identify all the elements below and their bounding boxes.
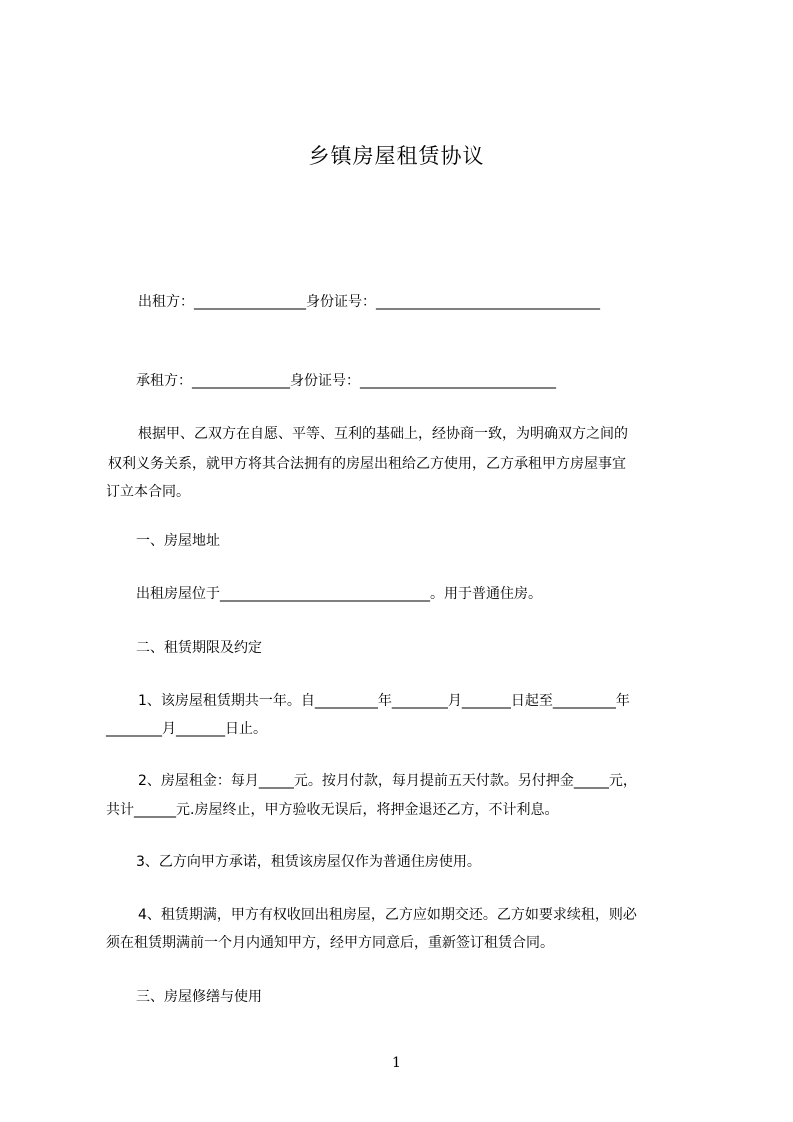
clause-3: 3、乙方向甲方承诺，租赁该房屋仅作为普通住房使用。 (136, 854, 481, 870)
clause-1-line-1: 1、该房屋租赁期共一年。自_________年________月_______日起至_________年 (138, 693, 630, 709)
section-heading-lease-term: 二、租赁期限及约定 (136, 640, 262, 656)
lessor-line: 出租方：________________身份证号：________________________________ (138, 294, 600, 310)
preamble-line-1: 根据甲、乙双方在自愿、平等、互利的基础上，经协商一致，为明确双方之间的 (138, 426, 628, 442)
address-clause: 出租房屋位于______________________________。用于普通住房。 (136, 586, 542, 602)
page-number: 1 (392, 1055, 401, 1071)
document-title: 乡镇房屋租赁协议 (308, 144, 485, 168)
clause-4-line-2: 须在租赁期满前一个月内通知甲方，经甲方同意后，重新签订租赁合同。 (106, 935, 554, 951)
clause-2-line-2: 共计______元.房屋终止，甲方验收无误后，将押金退还乙方，不计利息。 (106, 802, 559, 818)
clause-1-line-2: ________月_______日止。 (106, 721, 267, 737)
section-heading-address: 一、房屋地址 (136, 533, 220, 549)
clause-4-line-1: 4、租赁期满，甲方有权收回出租房屋，乙方应如期交还。乙方如要求续租，则必 (138, 907, 637, 923)
section-heading-repair-use: 三、房屋修缮与使用 (136, 989, 262, 1005)
preamble-line-3: 订立本合同。 (106, 484, 190, 500)
lessee-line: 承租方：______________身份证号：____________________________ (136, 373, 556, 389)
clause-2-line-1: 2、房屋租金：每月_____元。按月付款，每月提前五天付款。另付押金_____元， (138, 773, 637, 789)
preamble-line-2: 权利义务关系，就甲方将其合法拥有的房屋出租给乙方使用，乙方承租甲方房屋事宜 (108, 456, 626, 472)
